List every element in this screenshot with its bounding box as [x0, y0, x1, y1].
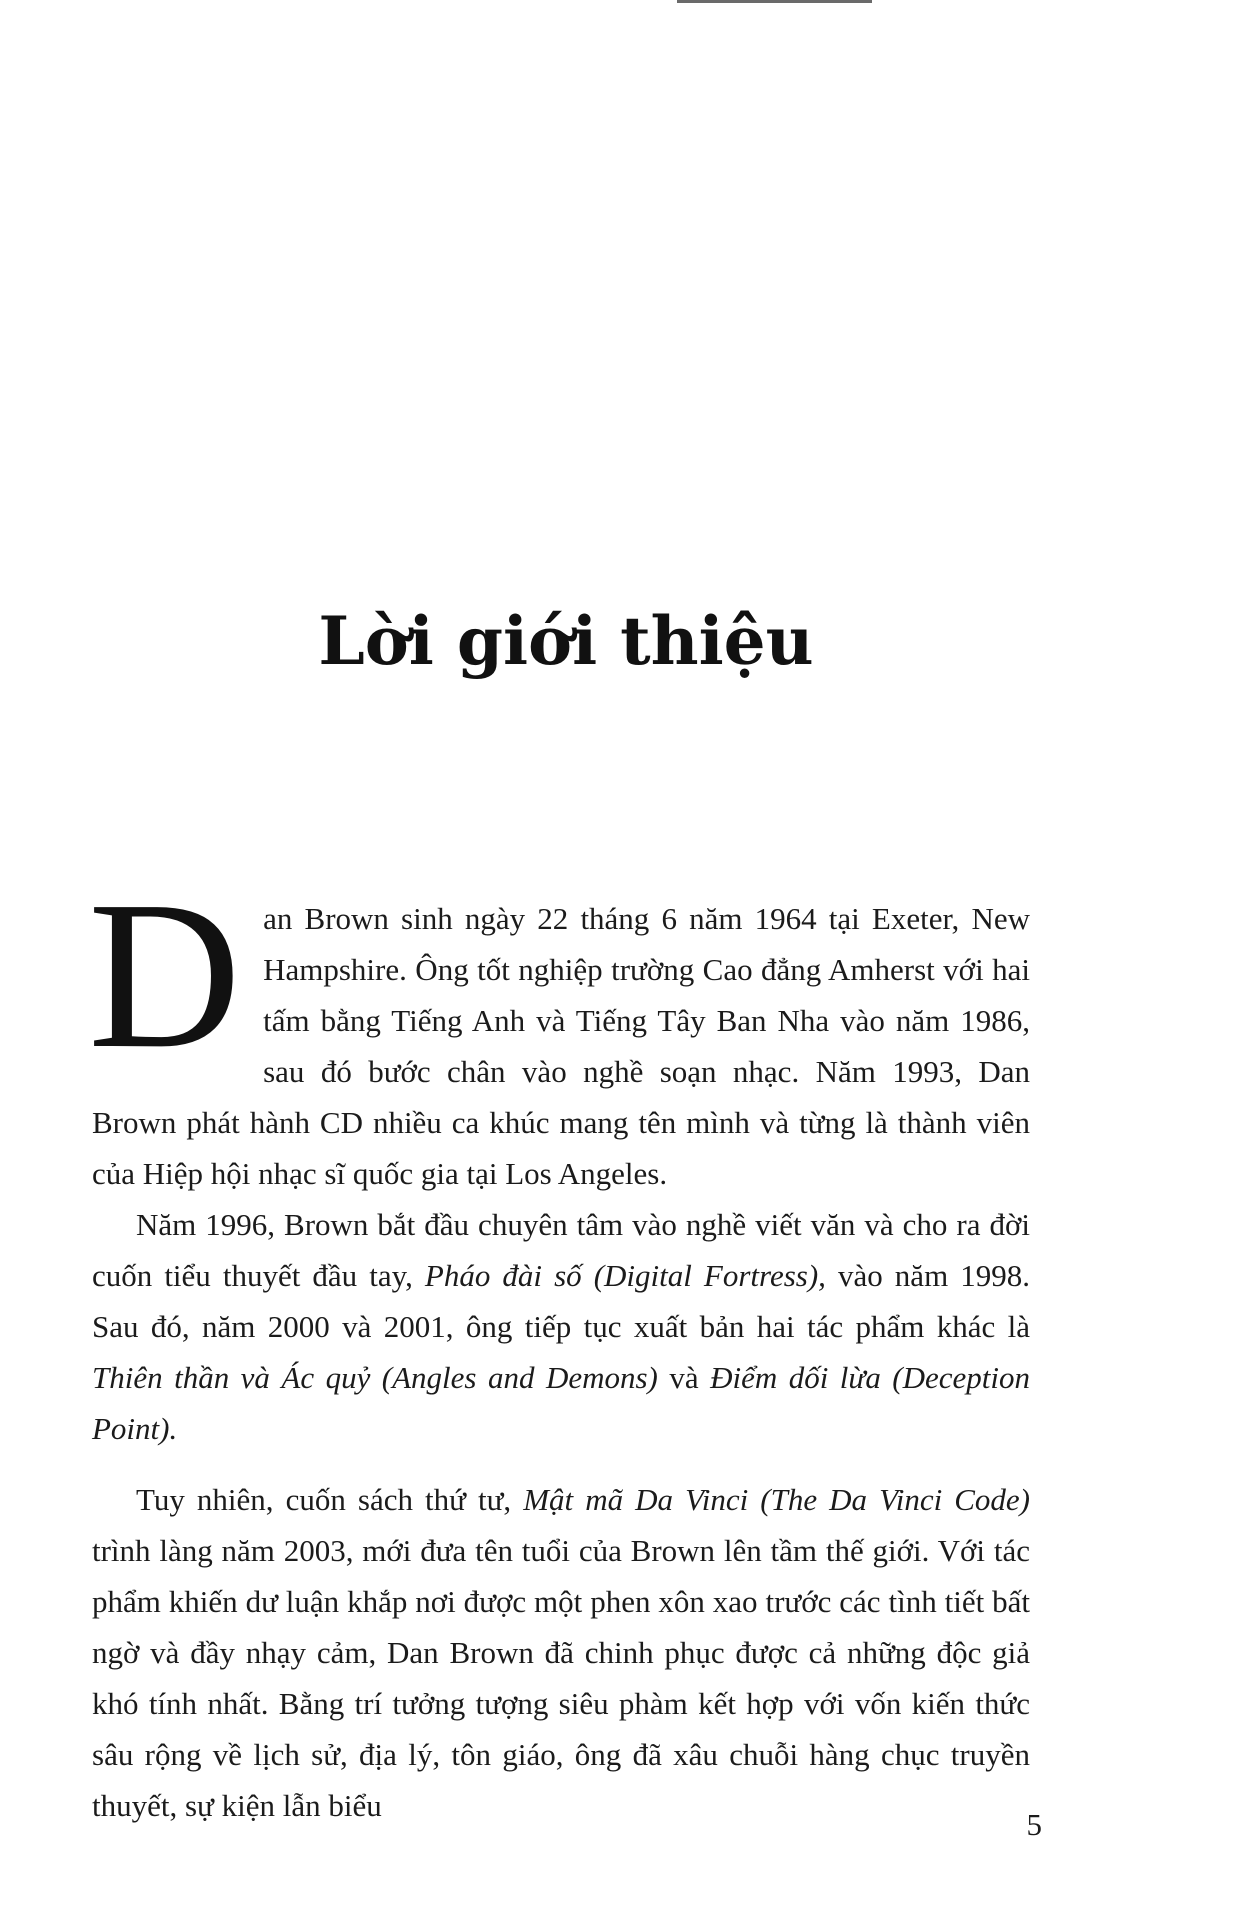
book-title-digital-fortress: Pháo đài số (Digital Fortress),	[424, 1258, 826, 1293]
paragraph-2-text-2: vào năm 1998. Sau đó, năm 2000 và 2001, ông tiếp tục xuất bản hai tác phẩm khác là	[92, 1258, 1030, 1344]
book-title-deception-point: Điểm dối lừa (Deception Point).	[92, 1360, 1031, 1446]
paragraph-1	[88, 857, 1030, 1199]
paragraph-3-text-1: Tuy nhiên, cuốn sách thứ tư,	[136, 1482, 524, 1517]
paragraph-1-text: an Brown sinh ngày 22 tháng 6 năm 1964 tại Exeter, New Hampshire. Ông tốt nghiệp trường Cao đẳng Amherst với hai tấm bằng Tiếng Anh và Tiếng Tây Ban Nha vào năm 1986, sau đó bước chân vào nghề soạn nhạc. Năm 1993, Dan Brown phát hành CD nhiều ca khúc mang tên mình và từng là thành viên của Hiệp hội nhạc sĩ quốc gia tại Los Angeles.	[92, 901, 1030, 1191]
page-number: 5	[1026, 1807, 1042, 1842]
paragraph-3	[92, 1474, 1030, 1831]
paragraph-3-text-2: trình làng năm 2003, mới đưa tên tuổi của Brown lên tầm thế giới. Với tác phẩm khiến dư luận khắp nơi được một phen xôn xao trước các tình tiết bất ngờ và đầy nhạy cảm, Dan Brown đã chinh phục được cả những độc giả khó tính nhất. Bằng trí tưởng tượng siêu phàm kết hợp với vốn kiến thức sâu rộng về lịch sử, địa lý, tôn giáo, ông đã xâu chuỗi hàng chục truyền thuyết, sự kiện lẫn biểu	[92, 1533, 1030, 1823]
chapter-title: Lời giới thiệu	[318, 602, 814, 680]
paragraph-2-text-3: và	[657, 1360, 711, 1395]
drop-cap: D	[88, 857, 242, 1092]
top-rule	[677, 0, 872, 3]
body-text	[88, 857, 1031, 1831]
book-title-da-vinci-code: Mật mã Da Vinci (The Da Vinci Code)	[523, 1482, 1031, 1517]
book-title-angels-and-demons: Thiên thần và Ác quỷ (Angles and Demons)	[92, 1360, 658, 1395]
paragraph-2-text-1: Năm 1996, Brown bắt đầu chuyên tâm vào nghề viết văn và cho ra đời cuốn tiểu thuyết đầu tay,	[92, 1207, 1030, 1293]
paragraph-2	[92, 1199, 1030, 1454]
